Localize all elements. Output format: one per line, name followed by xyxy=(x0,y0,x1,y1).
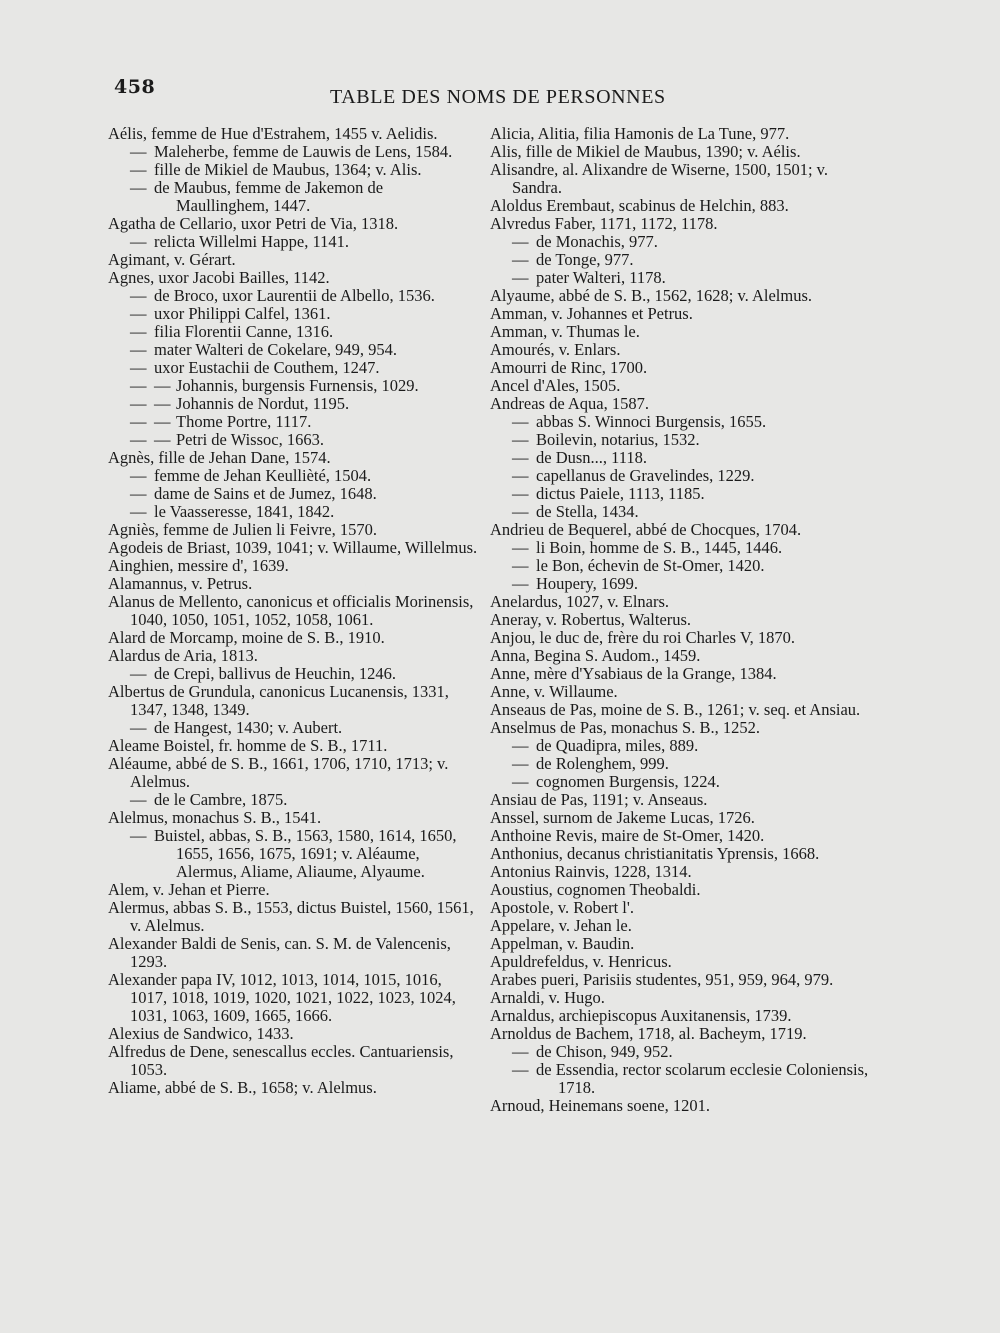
index-entry: — de Dusn..., 1118. xyxy=(490,449,880,467)
index-entry: — uxor Eustachii de Couthem, 1247. xyxy=(108,359,478,377)
index-entry: Alelmus, monachus S. B., 1541. xyxy=(108,808,322,827)
index-entry: Ainghien, messire d', 1639. xyxy=(108,556,289,575)
index-entry: Alexander papa IV, 1012, 1013, 1014, 1015, 1016, 1017, 1018, 1019, 1020, 1021, 1022, 1023, 1024, 1031, 1063, 1609, 1665, 1666. xyxy=(108,970,456,1025)
index-entry: — uxor Philippi Calfel, 1361. xyxy=(108,305,478,323)
index-entry: Alfredus de Dene, senescallus eccles. Cantuariensis, 1053. xyxy=(108,1042,454,1079)
index-entry: — de le Cambre, 1875. xyxy=(108,791,478,809)
index-entry: — cognomen Burgensis, 1224. xyxy=(490,773,880,791)
index-entry: Alexius de Sandwico, 1433. xyxy=(108,1024,294,1043)
index-entry: Alicia, Alitia, filia Hamonis de La Tune, 977. xyxy=(490,124,790,143)
index-entry: Aleame Boistel, fr. homme de S. B., 1711. xyxy=(108,736,388,755)
index-entry: — dame de Sains et de Jumez, 1648. xyxy=(108,485,478,503)
index-entry: Agnès, fille de Jehan Dane, 1574. xyxy=(108,448,331,467)
index-entry: Alermus, abbas S. B., 1553, dictus Buistel, 1560, 1561, v. Alelmus. xyxy=(108,898,474,935)
index-entry: Appelman, v. Baudin. xyxy=(490,934,635,953)
index-entry: Anseaus de Pas, moine de S. B., 1261; v. seq. et Ansiau. xyxy=(490,700,861,719)
index-entry: — Maleherbe, femme de Lauwis de Lens, 1584. xyxy=(108,143,478,161)
index-entry: Alard de Morcamp, moine de S. B., 1910. xyxy=(108,628,385,647)
index-entry: Arnoldus de Bachem, 1718, al. Bacheym, 1719. xyxy=(490,1024,807,1043)
index-entry: Anjou, le duc de, frère du roi Charles V, 1870. xyxy=(490,628,796,647)
index-entry: — pater Walteri, 1178. xyxy=(490,269,880,287)
index-entry: Aliame, abbé de S. B., 1658; v. Alelmus. xyxy=(108,1078,377,1097)
index-entry: Aléaume, abbé de S. B., 1661, 1706, 1710, 1713; v. Alelmus. xyxy=(108,754,449,791)
index-entry: Alanus de Mellento, canonicus et officialis Morinensis, 1040, 1050, 1051, 1052, 1058, 1061. xyxy=(108,592,474,629)
index-entry: Arabes pueri, Parisiis studentes, 951, 959, 964, 979. xyxy=(490,970,834,989)
index-entry: — de Crepi, ballivus de Heuchin, 1246. xyxy=(108,665,478,683)
index-column-left xyxy=(108,125,478,1097)
index-entry: — capellanus de Gravelindes, 1229. xyxy=(490,467,880,485)
index-entry: Apuldrefeldus, v. Henricus. xyxy=(490,952,672,971)
index-entry: Amourés, v. Enlars. xyxy=(490,340,621,359)
index-entry: — Petri de Wissoc, 1663. — xyxy=(108,431,478,449)
index-entry: Anne, mère d'Ysabiaus de la Grange, 1384. xyxy=(490,664,777,683)
index-entry: Albertus de Grundula, canonicus Lucanensis, 1331, 1347, 1348, 1349. xyxy=(108,682,449,719)
index-entry: — de Monachis, 977. xyxy=(490,233,880,251)
index-entry: Amman, v. Thumas le. xyxy=(490,322,640,341)
index-entry: Anelardus, 1027, v. Elnars. xyxy=(490,592,670,611)
index-entry: — de Rolenghem, 999. xyxy=(490,755,880,773)
index-entry: Appelare, v. Jehan le. xyxy=(490,916,632,935)
index-entry: Alisandre, al. Alixandre de Wiserne, 1500, 1501; v. Sandra. xyxy=(490,160,828,197)
index-entry: Antonius Rainvis, 1228, 1314. xyxy=(490,862,692,881)
index-entry: Amourri de Rinc, 1700. xyxy=(490,358,648,377)
index-entry: Arnaldus, archiepiscopus Auxitanensis, 1739. xyxy=(490,1006,792,1025)
index-entry: Alardus de Aria, 1813. xyxy=(108,646,258,665)
index-entry: — de Broco, uxor Laurentii de Albello, 1536. xyxy=(108,287,478,305)
index-entry: — fille de Mikiel de Maubus, 1364; v. Alis. xyxy=(108,161,478,179)
index-entry: Arnoud, Heinemans soene, 1201. xyxy=(490,1096,710,1115)
index-entry: — relicta Willelmi Happe, 1141. xyxy=(108,233,478,251)
index-entry: — de Quadipra, miles, 889. xyxy=(490,737,880,755)
index-entry: Anne, v. Willaume. xyxy=(490,682,618,701)
index-entry: — femme de Jehan Keullièté, 1504. xyxy=(108,467,478,485)
margin-mark xyxy=(818,1212,832,1222)
index-entry: Arnaldi, v. Hugo. xyxy=(490,988,605,1007)
index-entry: Ancel d'Ales, 1505. xyxy=(490,376,621,395)
index-entry: — Buistel, abbas, S. B., 1563, 1580, 1614, 1650, 1655, 1656, 1675, 1691; v. Aléaume, Alermus, Aliame, Aliaume, Alyaume. xyxy=(108,827,478,881)
index-entry: Aélis, femme de Hue d'Estrahem, 1455 v. Aelidis. xyxy=(108,124,438,143)
index-entry: — Boilevin, notarius, 1532. xyxy=(490,431,880,449)
index-entry: Alyaume, abbé de S. B., 1562, 1628; v. Alelmus. xyxy=(490,286,813,305)
index-entry: — Thome Portre, 1117. — xyxy=(108,413,478,431)
index-entry: — le Vaasseresse, 1841, 1842. xyxy=(108,503,478,521)
index-entry: — mater Walteri de Cokelare, 949, 954. xyxy=(108,341,478,359)
index-entry: Alexander Baldi de Senis, can. S. M. de Valencenis, 1293. xyxy=(108,934,451,971)
index-entry: Aoustius, cognomen Theobaldi. xyxy=(490,880,701,899)
index-entry: Aneray, v. Robertus, Walterus. xyxy=(490,610,692,629)
index-entry: Amman, v. Johannes et Petrus. xyxy=(490,304,693,323)
index-entry: Anssel, surnom de Jakeme Lucas, 1726. xyxy=(490,808,755,827)
index-entry: Agniès, femme de Julien li Feivre, 1570. xyxy=(108,520,377,539)
index-entry: Anna, Begina S. Audom., 1459. xyxy=(490,646,701,665)
index-entry: — de Maubus, femme de Jakemon de Maullinghem, 1447. xyxy=(108,179,478,215)
index-entry: — de Essendia, rector scolarum ecclesie Coloniensis, 1718. xyxy=(490,1061,880,1097)
running-title: TABLE DES NOMS DE PERSONNES xyxy=(330,86,666,108)
index-entry: Andrieu de Bequerel, abbé de Chocques, 1704. xyxy=(490,520,802,539)
index-entry: — Houpery, 1699. xyxy=(490,575,880,593)
index-entry: Alis, fille de Mikiel de Maubus, 1390; v. Aélis. xyxy=(490,142,801,161)
index-entry: — abbas S. Winnoci Burgensis, 1655. xyxy=(490,413,880,431)
index-entry: Ansiau de Pas, 1191; v. Anseaus. xyxy=(490,790,708,809)
index-entry: — Johannis de Nordut, 1195. — xyxy=(108,395,478,413)
index-entry: Agnes, uxor Jacobi Bailles, 1142. xyxy=(108,268,330,287)
index-entry: Anthoine Revis, maire de St-Omer, 1420. xyxy=(490,826,765,845)
index-entry: Agodeis de Briast, 1039, 1041; v. Willaume, Willelmus. xyxy=(108,538,478,557)
index-entry: Apostole, v. Robert l'. xyxy=(490,898,634,917)
index-entry: — dictus Paiele, 1113, 1185. xyxy=(490,485,880,503)
index-entry: Agatha de Cellario, uxor Petri de Via, 1318. xyxy=(108,214,399,233)
index-entry: — Johannis, burgensis Furnensis, 1029. — xyxy=(108,377,478,395)
index-entry: Alamannus, v. Petrus. xyxy=(108,574,253,593)
index-column-right xyxy=(490,125,880,1115)
page-number: 458 xyxy=(114,76,156,98)
index-entry: Andreas de Aqua, 1587. xyxy=(490,394,650,413)
index-entry: Alem, v. Jehan et Pierre. xyxy=(108,880,270,899)
index-entry: — de Stella, 1434. xyxy=(490,503,880,521)
index-entry: Agimant, v. Gérart. xyxy=(108,250,236,269)
index-entry: — de Hangest, 1430; v. Aubert. xyxy=(108,719,478,737)
index-entry: Aloldus Erembaut, scabinus de Helchin, 883. xyxy=(490,196,789,215)
index-entry: Anthonius, decanus christianitatis Yprensis, 1668. xyxy=(490,844,820,863)
index-entry: — li Boin, homme de S. B., 1445, 1446. xyxy=(490,539,880,557)
index-entry: — de Tonge, 977. xyxy=(490,251,880,269)
index-entry: — le Bon, échevin de St-Omer, 1420. xyxy=(490,557,880,575)
index-entry: Alvredus Faber, 1171, 1172, 1178. xyxy=(490,214,718,233)
index-entry: — filia Florentii Canne, 1316. xyxy=(108,323,478,341)
index-entry: — de Chison, 949, 952. xyxy=(490,1043,880,1061)
index-entry: Anselmus de Pas, monachus S. B., 1252. xyxy=(490,718,760,737)
